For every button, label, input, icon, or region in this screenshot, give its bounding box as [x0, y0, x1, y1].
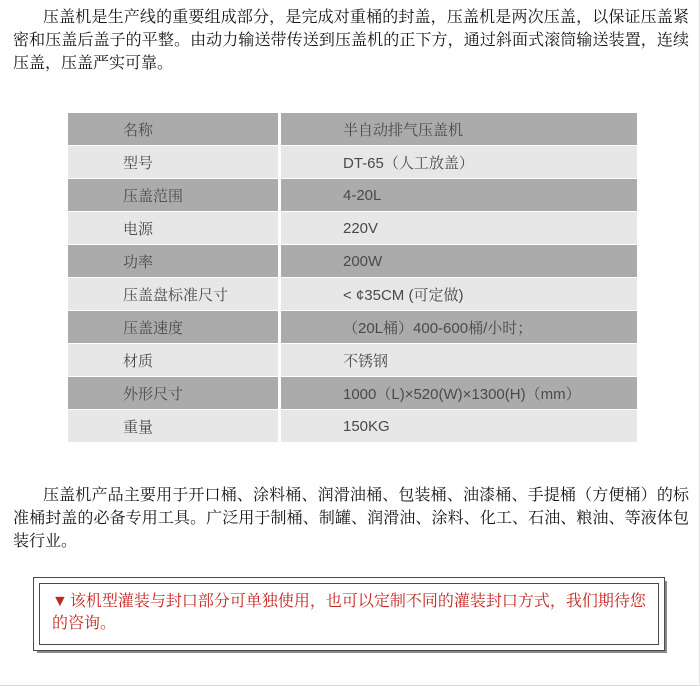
- spec-value-cell: （20L桶）400-600桶/小时；: [281, 311, 637, 343]
- spec-label-cell: 电源: [68, 212, 278, 244]
- spec-label-cell: 材质: [68, 344, 278, 376]
- spec-label-cell: 名称: [68, 113, 278, 145]
- table-row: [68, 113, 637, 145]
- usage-paragraph: 压盖机产品主要用于开口桶、涂料桶、润滑油桶、包装桶、油漆桶、手提桶（方便桶）的标准桶封盖的必备专用工具。广泛用于制桶、制罐、润滑油、涂料、化工、石油、粮油、等液体包装行业。: [13, 487, 689, 550]
- spec-value-cell: 200W: [281, 245, 637, 277]
- down-triangle-icon: ▼: [52, 593, 68, 610]
- spec-label-cell: 压盖范围: [68, 179, 278, 211]
- spec-value-cell: 1000（L)×520(W)×1300(H)（mm）: [281, 377, 637, 409]
- spec-label-cell: 型号: [68, 146, 278, 178]
- spec-label-cell: 功率: [68, 245, 278, 277]
- spec-value-cell: DT-65（人工放盖）: [281, 146, 637, 178]
- table-row: [68, 146, 637, 178]
- spec-value-cell: 220V: [281, 212, 637, 244]
- table-row: [68, 245, 637, 277]
- spec-value-cell: 不锈钢: [281, 344, 637, 376]
- spec-value-cell: < ¢35CM (可定做): [281, 278, 637, 310]
- notice-box: [33, 577, 665, 651]
- table-row: [68, 344, 637, 376]
- notice-text: 该机型灌装与封口部分可单独使用，也可以定制不同的灌装封口方式，我们期待您的咨询。: [52, 593, 646, 632]
- notice-inner-box: [39, 583, 659, 645]
- spec-table: [68, 113, 637, 442]
- table-row: [68, 311, 637, 343]
- spec-value-cell: 150KG: [281, 410, 637, 442]
- spec-label-cell: 压盖盘标准尺寸: [68, 278, 278, 310]
- table-row: [68, 278, 637, 310]
- intro-paragraph: 压盖机是生产线的重要组成部分，是完成对重桶的封盖，压盖机是两次压盖，以保证压盖紧密和压盖后盖子的平整。由动力输送带传送到压盖机的正下方，通过斜面式滚筒输送装置，连续压盖，压盖严实可靠。: [13, 9, 689, 72]
- spec-label-cell: 压盖速度: [68, 311, 278, 343]
- spec-label-cell: 外形尺寸: [68, 377, 278, 409]
- table-row: [68, 410, 637, 442]
- spec-label-cell: 重量: [68, 410, 278, 442]
- spec-value-cell: 4-20L: [281, 179, 637, 211]
- table-row: [68, 179, 637, 211]
- spec-value-cell: 半自动排气压盖机: [281, 113, 637, 145]
- table-row: [68, 377, 637, 409]
- table-row: [68, 212, 637, 244]
